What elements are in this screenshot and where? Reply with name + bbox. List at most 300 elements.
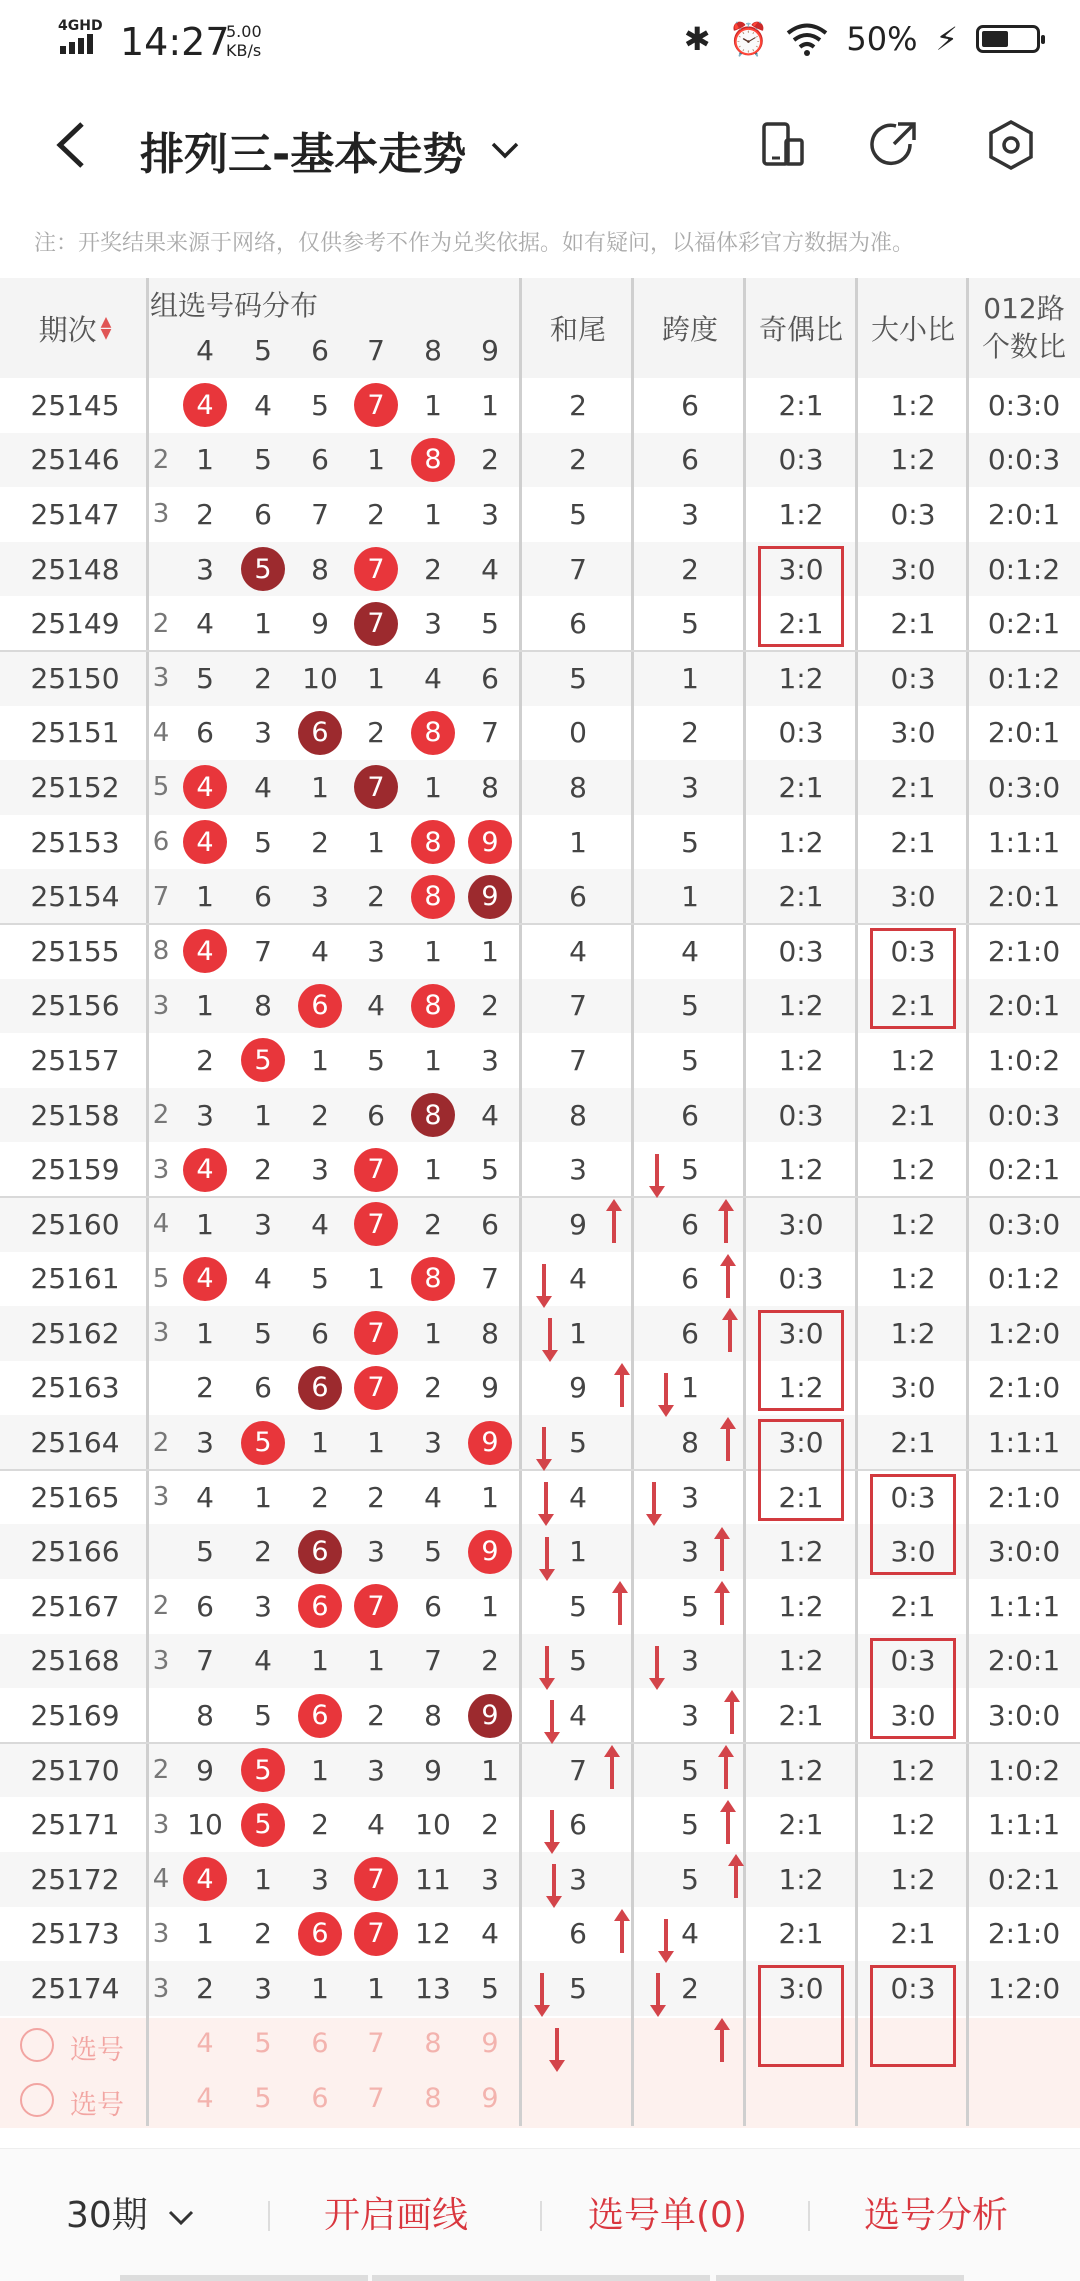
- span-cell: 5: [681, 825, 699, 859]
- ticket-button[interactable]: 选号单(0): [588, 2195, 747, 2236]
- bottom-toolbar: [0, 2148, 1080, 2281]
- phone-icon[interactable]: [756, 118, 810, 172]
- net-speed-value: 5.00: [226, 22, 262, 41]
- select-digit[interactable]: 7: [367, 2083, 385, 2114]
- column-divider: [966, 278, 969, 2126]
- number-ball: 7: [354, 383, 398, 427]
- analysis-button[interactable]: 选号分析: [864, 2195, 1009, 2236]
- digit-cell: [177, 815, 233, 870]
- column-divider: [146, 278, 149, 2126]
- digit-cell: 4: [254, 388, 272, 422]
- digit-cell: 4: [254, 770, 272, 804]
- table-row: [0, 706, 1080, 761]
- digit-cell: 3: [481, 497, 499, 531]
- table-row: [0, 1907, 1080, 1962]
- digit-cell: [348, 1361, 404, 1416]
- big-small-cell: 3:0: [890, 716, 936, 750]
- digit-cell: 1: [367, 443, 385, 477]
- digit-cell: 1: [254, 607, 272, 641]
- odd-even-cell: 3:0: [778, 1316, 824, 1350]
- digit-cell: 6: [311, 1316, 329, 1350]
- partial-digit-cell: 2: [152, 444, 170, 475]
- big-small-cell: 0:3: [890, 1480, 936, 1514]
- partial-digit-cell: 5: [152, 1263, 170, 1294]
- digit-cell: 1: [311, 1972, 329, 2006]
- partial-digit-cell: 3: [152, 1973, 170, 2004]
- digit-cell: 2: [254, 1917, 272, 1951]
- trend-arrow-up-icon: [620, 1373, 624, 1407]
- big-small-cell: 1:2: [890, 1808, 936, 1842]
- trend-arrow-down-icon: [550, 1810, 554, 1844]
- digit-header: 9: [481, 333, 499, 367]
- digit-cell: [292, 706, 348, 761]
- span-cell: 1: [681, 661, 699, 695]
- digit-cell: [405, 706, 461, 761]
- sum-tail-cell: 6: [569, 1808, 587, 1842]
- odd-even-cell: 1:2: [778, 1644, 824, 1678]
- odd-even-cell: 3:0: [778, 1972, 824, 2006]
- digit-cell: [348, 1852, 404, 1907]
- issue-number: 25171: [30, 1808, 120, 1842]
- partial-digit-cell: [150, 378, 172, 433]
- big-small-cell: 2:1: [890, 1426, 936, 1460]
- sum-tail-cell: 3: [569, 1153, 587, 1187]
- digit-cell: 1: [196, 443, 214, 477]
- issue-number: 25168: [30, 1644, 120, 1678]
- span-cell: 5: [681, 1043, 699, 1077]
- digit-cell: [405, 1088, 461, 1143]
- digit-cell: 5: [311, 1262, 329, 1296]
- route-ratio-cell: 1:0:2: [987, 1753, 1061, 1787]
- trend-arrow-down-icon: [552, 1864, 556, 1898]
- sum-tail-cell: 2: [569, 443, 587, 477]
- odd-even-cell: 1:2: [778, 825, 824, 859]
- issue-number: 25174: [30, 1972, 120, 2006]
- route-ratio-cell: 0:1:2: [987, 552, 1061, 586]
- big-small-cell: 3:0: [890, 880, 936, 914]
- sum-tail-cell: 2: [569, 388, 587, 422]
- odd-even-cell: 1:2: [778, 1753, 824, 1787]
- sum-tail-cell: 7: [569, 1043, 587, 1077]
- trend-arrow-down-icon: [540, 1973, 544, 2007]
- number-ball: 4: [183, 1257, 227, 1301]
- sum-tail-cell: 5: [569, 661, 587, 695]
- span-cell: 4: [681, 1917, 699, 1951]
- route-ratio-cell: 2:1:0: [987, 1480, 1061, 1514]
- digit-cell: 10: [415, 1808, 451, 1842]
- issue-number: 25150: [30, 661, 120, 695]
- title-dropdown[interactable]: [140, 118, 520, 182]
- number-ball: 7: [354, 1857, 398, 1901]
- column-divider: [631, 278, 634, 2126]
- highlight-box: [758, 1965, 844, 2066]
- issue-number: 25151: [30, 716, 120, 750]
- digit-cell: 7: [196, 1644, 214, 1678]
- partial-digit-cell: 6: [152, 827, 170, 858]
- settings-icon[interactable]: [984, 118, 1038, 172]
- odd-even-cell: 0:3: [778, 934, 824, 968]
- select-digit[interactable]: 7: [367, 2028, 385, 2059]
- scroll-indicator: [120, 2275, 368, 2281]
- issue-number: 25145: [30, 388, 120, 422]
- number-ball: 7: [354, 1912, 398, 1956]
- digit-cell: 3: [254, 1207, 272, 1241]
- draw-line-button[interactable]: 开启画线: [324, 2195, 469, 2236]
- trend-arrow-down-icon: [542, 1427, 546, 1461]
- digit-cell: 1: [196, 1207, 214, 1241]
- select-digit[interactable]: 9: [481, 2083, 499, 2114]
- odd-even-cell: 0:3: [778, 443, 824, 477]
- digit-cell: 2: [196, 1972, 214, 2006]
- digit-cell: 1: [481, 1589, 499, 1623]
- big-small-cell: 0:3: [890, 934, 936, 968]
- issue-number: 25172: [30, 1862, 120, 1896]
- digit-cell: 5: [254, 825, 272, 859]
- span-cell: 3: [681, 1644, 699, 1678]
- digit-cell: 2: [196, 1043, 214, 1077]
- digit-cell: 2: [196, 497, 214, 531]
- digit-cell: [177, 1142, 233, 1197]
- digit-header: 5: [254, 333, 272, 367]
- status-bar: [0, 0, 1080, 80]
- digit-cell: 6: [481, 661, 499, 695]
- table-row: [0, 1306, 1080, 1361]
- trend-arrow-down-icon: [542, 1264, 546, 1298]
- digit-header: 7: [367, 333, 385, 367]
- select-digit[interactable]: 6: [311, 2083, 329, 2114]
- number-ball: 9: [468, 875, 512, 919]
- odd-even-cell: 0:3: [778, 1262, 824, 1296]
- digit-cell: [177, 924, 233, 979]
- digit-cell: 1: [424, 497, 442, 531]
- sum-tail-cell: 8: [569, 1098, 587, 1132]
- route-ratio-cell: 1:1:1: [987, 1808, 1061, 1842]
- trend-arrow-up-icon: [730, 1700, 734, 1734]
- select-digit[interactable]: 8: [424, 2028, 442, 2059]
- digit-cell: 1: [424, 934, 442, 968]
- trend-arrow-up-icon: [724, 1755, 728, 1789]
- digit-cell: 12: [415, 1917, 451, 1951]
- battery-percent: 50%: [846, 20, 918, 58]
- digit-cell: 2: [367, 716, 385, 750]
- span-cell: 6: [681, 388, 699, 422]
- wifi-icon: [786, 22, 828, 56]
- span-cell: 8: [681, 1426, 699, 1460]
- select-digit[interactable]: 4: [196, 2083, 214, 2114]
- trend-arrow-down-icon: [545, 1646, 549, 1680]
- digit-cell: 4: [481, 1917, 499, 1951]
- charging-icon: ⚡: [935, 20, 958, 58]
- digit-header: 6: [311, 333, 329, 367]
- digit-cell: 7: [311, 497, 329, 531]
- table-row: [0, 487, 1080, 542]
- sum-tail-cell: 4: [569, 1262, 587, 1296]
- issue-number: 25157: [30, 1043, 120, 1077]
- number-ball: 8: [411, 1257, 455, 1301]
- digit-cell: [292, 1579, 348, 1634]
- digit-cell: 3: [254, 1972, 272, 2006]
- digit-cell: [235, 1415, 291, 1470]
- digit-cell: 8: [481, 770, 499, 804]
- number-ball: 8: [411, 711, 455, 755]
- digit-cell: 2: [367, 880, 385, 914]
- network-type: 4GHD: [58, 18, 103, 34]
- digit-cell: [462, 815, 518, 870]
- big-small-cell: 1:2: [890, 1153, 936, 1187]
- route-ratio-cell: 1:1:1: [987, 1589, 1061, 1623]
- number-ball: 4: [183, 1857, 227, 1901]
- span-cell: 5: [681, 1753, 699, 1787]
- big-small-cell: 3:0: [890, 1699, 936, 1733]
- route-ratio-cell: 0:3:0: [987, 1207, 1061, 1241]
- column-divider: [743, 278, 746, 2126]
- span-cell: 3: [681, 770, 699, 804]
- digit-cell: 6: [311, 443, 329, 477]
- digit-cell: 4: [196, 1480, 214, 1514]
- signal-icon: [60, 34, 93, 54]
- select-radio[interactable]: [20, 2028, 54, 2062]
- number-ball: 7: [354, 1148, 398, 1192]
- table-row: [0, 378, 1080, 433]
- number-ball: 7: [354, 765, 398, 809]
- table-row: [0, 815, 1080, 870]
- digit-cell: 7: [481, 1262, 499, 1296]
- big-small-cell: 2:1: [890, 1589, 936, 1623]
- span-cell: 6: [681, 1207, 699, 1241]
- big-small-cell: 2:1: [890, 770, 936, 804]
- digit-cell: 2: [254, 1153, 272, 1187]
- trend-arrow-up-icon: [720, 1537, 724, 1571]
- digit-cell: 5: [254, 1316, 272, 1350]
- highlight-box: [758, 1310, 844, 1411]
- select-digit[interactable]: 6: [311, 2028, 329, 2059]
- highlight-box: [870, 1638, 956, 1739]
- scroll-indicator: [372, 2275, 710, 2281]
- odd-even-cell: 2:1: [778, 1699, 824, 1733]
- partial-digit-cell: 3: [152, 1918, 170, 1949]
- number-ball: 9: [468, 820, 512, 864]
- net-speed-unit: KB/s: [226, 41, 262, 60]
- highlight-box: [758, 1419, 844, 1520]
- sum-tail-cell: 4: [569, 1480, 587, 1514]
- partial-digit-cell: 4: [152, 1864, 170, 1895]
- trend-arrow-down-icon: [655, 1646, 659, 1680]
- span-cell: 2: [681, 716, 699, 750]
- battery-icon: [976, 25, 1040, 53]
- route-ratio-cell: 2:0:1: [987, 1644, 1061, 1678]
- sum-tail-cell: 5: [569, 1426, 587, 1460]
- big-small-cell: 2:1: [890, 1917, 936, 1951]
- digit-cell: 2: [254, 1535, 272, 1569]
- select-digit[interactable]: 8: [424, 2083, 442, 2114]
- digit-cell: [348, 760, 404, 815]
- select-radio[interactable]: [20, 2083, 54, 2117]
- select-label: 选号: [70, 2090, 124, 2121]
- big-small-cell: 2:1: [890, 989, 936, 1023]
- big-small-cell: 0:3: [890, 1972, 936, 2006]
- select-digit[interactable]: 9: [481, 2028, 499, 2059]
- number-ball: 5: [241, 1748, 285, 1792]
- big-small-cell: 1:2: [890, 443, 936, 477]
- sum-tail-cell: 7: [569, 552, 587, 586]
- digit-header-partial: [150, 322, 172, 378]
- issue-number: 25163: [30, 1371, 120, 1405]
- digit-cell: [405, 433, 461, 488]
- number-ball: 4: [183, 1148, 227, 1192]
- span-cell: 6: [681, 443, 699, 477]
- digit-cell: [405, 869, 461, 924]
- number-ball: 6: [298, 1694, 342, 1738]
- trend-arrow-down-icon: [548, 1318, 552, 1352]
- digit-cell: 1: [254, 1480, 272, 1514]
- digit-cell: 4: [196, 607, 214, 641]
- header-issue[interactable]: [0, 278, 150, 378]
- issue-number: 25167: [30, 1589, 120, 1623]
- select-digit[interactable]: 5: [254, 2083, 272, 2114]
- period-selector[interactable]: [66, 2187, 195, 2238]
- route-ratio-cell: 0:1:2: [987, 1262, 1061, 1296]
- table-row: [0, 1797, 1080, 1852]
- clock: 14:27: [120, 20, 230, 64]
- digit-cell: 1: [424, 770, 442, 804]
- table-row: [0, 596, 1080, 651]
- trend-arrow-down-icon: [544, 1482, 548, 1516]
- number-ball: 8: [411, 438, 455, 482]
- digit-cell: [405, 815, 461, 870]
- big-small-cell: 3:0: [890, 1371, 936, 1405]
- issue-number: 25148: [30, 552, 120, 586]
- number-ball: 5: [241, 1038, 285, 1082]
- partial-digit-cell: [150, 542, 172, 597]
- digit-cell: [405, 1252, 461, 1307]
- big-small-cell: 0:3: [890, 497, 936, 531]
- digit-cell: 8: [196, 1699, 214, 1733]
- number-ball: 6: [298, 1366, 342, 1410]
- route-ratio-cell: 1:2:0: [987, 1972, 1061, 2006]
- select-digit[interactable]: 5: [254, 2028, 272, 2059]
- digit-cell: 1: [196, 1316, 214, 1350]
- digit-cell: 2: [481, 443, 499, 477]
- digit-cell: 5: [254, 443, 272, 477]
- status-right: [684, 20, 1040, 58]
- header-odd-even: 奇偶比: [758, 313, 843, 346]
- digit-cell: 1: [424, 1043, 442, 1077]
- digit-cell: 2: [424, 1371, 442, 1405]
- partial-digit-cell: 3: [152, 499, 170, 530]
- header-route-line2: 个数比: [981, 330, 1066, 363]
- digit-cell: 2: [481, 1808, 499, 1842]
- back-arrow-icon[interactable]: [52, 120, 92, 170]
- span-cell: 5: [681, 1589, 699, 1623]
- big-small-cell: 1:2: [890, 1862, 936, 1896]
- partial-digit-cell: 2: [152, 1591, 170, 1622]
- issue-number: 25161: [30, 1262, 120, 1296]
- odd-even-cell: 1:2: [778, 989, 824, 1023]
- digit-cell: 4: [254, 1262, 272, 1296]
- issue-number: 25160: [30, 1207, 120, 1241]
- digit-cell: 1: [367, 661, 385, 695]
- digit-cell: 2: [424, 1207, 442, 1241]
- digit-cell: [292, 1524, 348, 1579]
- trend-arrow-down-icon: [664, 1373, 668, 1407]
- disclaimer-notice: 注：开奖结果来源于网络，仅供参考不作为兑奖依据。如有疑问，以福体彩官方数据为准。: [34, 231, 915, 256]
- route-ratio-cell: 1:1:1: [987, 825, 1061, 859]
- odd-even-cell: 1:2: [778, 1589, 824, 1623]
- digit-cell: [348, 1142, 404, 1197]
- digit-cell: 9: [481, 1371, 499, 1405]
- sum-tail-cell: 4: [569, 934, 587, 968]
- number-ball: 8: [411, 984, 455, 1028]
- sum-tail-cell: 6: [569, 607, 587, 641]
- digit-cell: 4: [367, 1808, 385, 1842]
- issue-number: 25152: [30, 770, 120, 804]
- trend-arrow-up-icon: [724, 1209, 728, 1243]
- digit-cell: 10: [187, 1808, 223, 1842]
- big-small-cell: 2:1: [890, 1098, 936, 1132]
- trend-arrow-down-icon: [652, 1482, 656, 1516]
- partial-digit-cell: 3: [152, 663, 170, 694]
- digit-cell: 2: [481, 989, 499, 1023]
- trend-arrow-up-icon: [720, 1591, 724, 1625]
- header-dist: 组选号码分布: [150, 289, 319, 322]
- digit-cell: [292, 1688, 348, 1743]
- digit-cell: 1: [367, 1426, 385, 1460]
- alarm-icon: ⏰: [728, 20, 769, 58]
- issue-number: 25173: [30, 1917, 120, 1951]
- digit-cell: 2: [367, 497, 385, 531]
- partial-digit-cell: 5: [152, 772, 170, 803]
- digit-cell: 5: [196, 1535, 214, 1569]
- span-cell: 5: [681, 989, 699, 1023]
- table-row: [0, 1852, 1080, 1907]
- big-small-cell: 1:2: [890, 1316, 936, 1350]
- digit-cell: [462, 1688, 518, 1743]
- partial-digit-cell: [150, 1688, 172, 1743]
- digit-cell: 3: [311, 1862, 329, 1896]
- digit-cell: 4: [424, 1480, 442, 1514]
- trend-arrow-up-icon: [726, 1264, 730, 1298]
- issue-number: 25149: [30, 607, 120, 641]
- digit-cell: 6: [196, 716, 214, 750]
- span-cell: 3: [681, 497, 699, 531]
- number-ball: 6: [298, 1912, 342, 1956]
- big-small-cell: 0:3: [890, 661, 936, 695]
- select-digit[interactable]: 4: [196, 2028, 214, 2059]
- column-divider: [519, 278, 522, 2126]
- partial-digit-cell: [150, 1524, 172, 1579]
- number-ball: 7: [354, 1366, 398, 1410]
- table-row: [0, 1088, 1080, 1143]
- share-icon[interactable]: [868, 118, 922, 172]
- partial-digit-cell: 2: [152, 608, 170, 639]
- big-small-cell: 1:2: [890, 1207, 936, 1241]
- digit-cell: 5: [481, 607, 499, 641]
- trend-arrow-down-icon: [550, 1700, 554, 1734]
- number-ball: 7: [354, 1202, 398, 1246]
- digit-cell: 3: [367, 1535, 385, 1569]
- partial-digit-cell: 3: [152, 990, 170, 1021]
- route-ratio-cell: 2:1:0: [987, 934, 1061, 968]
- select-row-2[interactable]: [0, 2073, 1080, 2128]
- route-ratio-cell: 0:2:1: [987, 1153, 1061, 1187]
- number-ball: 4: [183, 929, 227, 973]
- digit-cell: 6: [254, 497, 272, 531]
- sum-tail-cell: 4: [569, 1699, 587, 1733]
- digit-cell: [348, 1579, 404, 1634]
- number-ball: 9: [468, 1421, 512, 1465]
- issue-number: 25153: [30, 825, 120, 859]
- partial-digit-cell: 3: [152, 1809, 170, 1840]
